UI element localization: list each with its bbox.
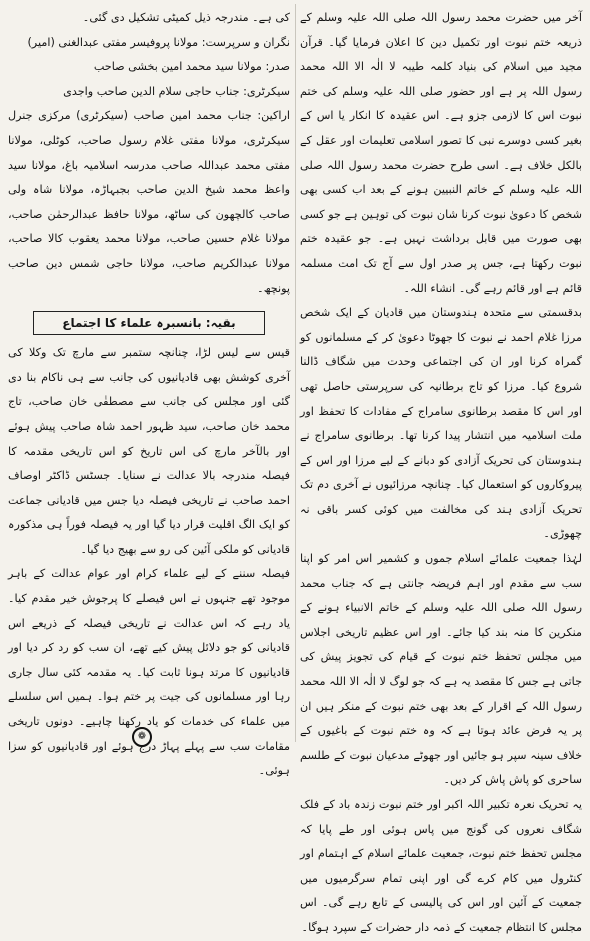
committee-intro: کی ہے۔ مندرجہ ذیل کمیٹی تشکیل دی گئی۔ [82,11,290,24]
flower-ornament-icon: ❁ [132,727,152,747]
continuation-box [33,311,265,335]
committee-secretary: سیکرٹری: جناب حاجی سلام الدین صاحب واجدی [63,84,290,98]
paragraph: قیس سے لیس لڑا، چنانچہ ستمبر سے مارچ تک وکلا کی آخری کوشش بھی قادیانیوں کی جانب سے ہی ناکام بنا دی گئی اور مجلس کی جانب سے مصطفٰی خان صاحب، تاج محمد خان صاحب، سید ظہور احمد شاہ صاحب پیش ہوئے اور بالآخر مارچ کی اس تاریخ کو اس تاریخی مقدمہ کا فیصلہ مندرجہ بالا عدالت نے سنایا۔ جسٹس ڈاکٹر اوصاف احمد صاحب نے تاریخی فیصلہ دیا جس میں قادیانی جماعت کو ایک الگ اقلیت قرار دیا گیا اور یہ فیصلہ فوراً ہی مذکورہ قادیانی کو ملکی آئین کی رو سے بھیج دیا گیا۔ [8,346,290,556]
paragraph: فیصلہ سننے کے لیے علماء کرام اور عوام عدالت کے باہر موجود تھے جنہوں نے اس فیصلے کا پرجوش خیر مقدم کیا۔ یاد رہے کہ اس عدالت نے تاریخی فیصلہ کے ذریعے اس قادیانی کو جو دلائل پیش کیے تھے، ان سب کو رد کر دیا اور قادیانیوں کا مرتد ہونا ثابت کیا۔ یہ مقدمہ کئی سال جاری رہا اور مسلمانوں کی جیت پر ختم ہوا۔ ہمیں اس سلسلے میں علماء کی خدمات کو یاد رکھنا چاہیے۔ دونوں تاریخی مقامات سب سے پہلے پہاڑ درج ہوئے اور قادیانیوں کو سزا ہوئی۔ [8,567,290,778]
continuation-label: بقیہ: بانسبرہ علماء کا اجتماع [62,316,236,331]
paragraph: یہ تحریک نعرہ تکبیر اللہ اکبر اور ختم نبوت زندہ باد کے فلک شگاف نعروں کی گونج میں پاس ہوئی اور طے پایا کہ مجلس تحفظ ختم نبوت، جمعیت علمائے اسلام کے اہتمام اور کنٹرول میں کام کرے گی اور اپنی تمام سرگرمیوں میں جمعیت کے آئین اور اس کی پالیسی کے تابع رہے گی۔ اس مجلس کا انتظام جمعیت کے ذمہ دار حضرات کے سپرد ہوگا۔ [300,798,582,934]
committee-members: اراکین: جناب محمد امین صاحب (سیکرٹری) مرکزی جنرل سیکرٹری، مولانا مفتی غلام رسول صاحب، کوٹلی، مولانا مفتی محمد عبداللہ صاحب مدرسہ اسلامیہ باغ، مولانا سید واعظ محمد شیخ الدین صاحب بجبہاڑہ، مولانا شاہ ولی صاحب کالچھون کی ساٹھ، مولانا حافظ عبدالرحمٰن صاحب، مولانا غلام حسین صاحب، مولانا محمد یعقوب کالا صاحب، مولانا عبدالکریم صاحب، مولانا حاجی شمس دین صاحب پونچھ۔ [8,109,290,295]
committee-president: صدر: مولانا سید محمد امین بخشی صاحب [93,60,290,74]
paragraph: بدقسمتی سے متحدہ ہندوستان میں قادیان کے ایک شخص مرزا غلام احمد نے نبوت کا جھوٹا دعویٰ کر کے مسلمانوں کو گمراہ کرنا اور ان کی اجتماعی وحدت میں شگاف ڈالنا شروع کیا۔ مرزا کو تاج برطانیہ کی سرپرستی حاصل تھی اور اس کا مقصد برطانوی سامراج کے مفادات کا تحفظ اور ملت اسلامیہ میں انتشار پیدا کرنا تھا۔ برطانوی سامراج نے ہندوستان کی تحریک آزادی کو دبانے کے لیے مرزا اور اس کے پیروکاروں کو استعمال کیا۔ چنانچہ مرزائیوں نے آخری دم تک تحریک آزادی ہند کی مخالفت میں کوئی کسر باقی نہ چھوڑی۔ [300,306,582,541]
paragraph: لہٰذا جمعیت علمائے اسلام جموں و کشمیر اس امر کو اپنا سب سے مقدم اور اہم فریضہ جانتی ہے کہ جناب محمد رسول اللہ صلی اللہ علیہ وسلم کے خاتم الانبیاء ہونے کے منکرین کا منہ بند کیا جائے۔ اور اس عظیم تاریخی اجلاس میں مجلس تحفظ ختم نبوت کے قیام کی تجویز پیش کی جاتی ہے جس کا مقصد یہ ہے کہ جو لوگ لا الٰہ الا اللہ محمد رسول اللہ کے اقرار کے بعد بھی ختم نبوت کے منکر ہیں ان پر یہ فرض عائد ہوتا ہے کہ وہ ختم نبوت کے باغیوں کے خلاف سینہ سپر ہو جائیں اور جھوٹے مدعیان نبوت کے طلسم ساحری کو پاش پاش کر دیں۔ [300,552,582,787]
right-column [300,6,582,941]
committee-patron: نگران و سرپرست: مولانا پروفیسر مفتی عبدالغنی (امیر) [27,35,290,49]
left-column [8,6,290,784]
column-divider [295,4,296,742]
paragraph: آخر میں حضرت محمد رسول اللہ صلی اللہ علیہ وسلم کے ذریعہ ختم نبوت اور تکمیل دین کا اعلان فرمایا گیا۔ قرآن مجید میں اسلام کی بنیاد کلمہ طیبہ لا الٰہ الا اللہ محمد رسول اللہ پر ہے اور حضور صلی اللہ علیہ وسلم کی ختم نبوت اس کا لازمی جزو ہے۔ اس عقیدہ کا انکار یا اس کے بغیر کسی دوسرے نبی کا تصور اسلامی تعلیمات اور عقل کے بالکل خلاف ہے۔ اسی طرح حضرت محمد رسول اللہ صلی اللہ علیہ وسلم کے خاتم النبیین ہونے کے بعد اب کسی بھی شخص کا دعویٰ نبوت کرنا شان نبوت کی توہین ہے جو کسی بھی صورت میں قابل برداشت نہیں ہے۔ جو عقیدہ ختم نبوت رکھتا ہے، جس پر صدر اول سے آج تک امت مسلمہ قائم ہے اور قائم رہے گی۔ انشاء اللہ۔ [300,11,582,295]
